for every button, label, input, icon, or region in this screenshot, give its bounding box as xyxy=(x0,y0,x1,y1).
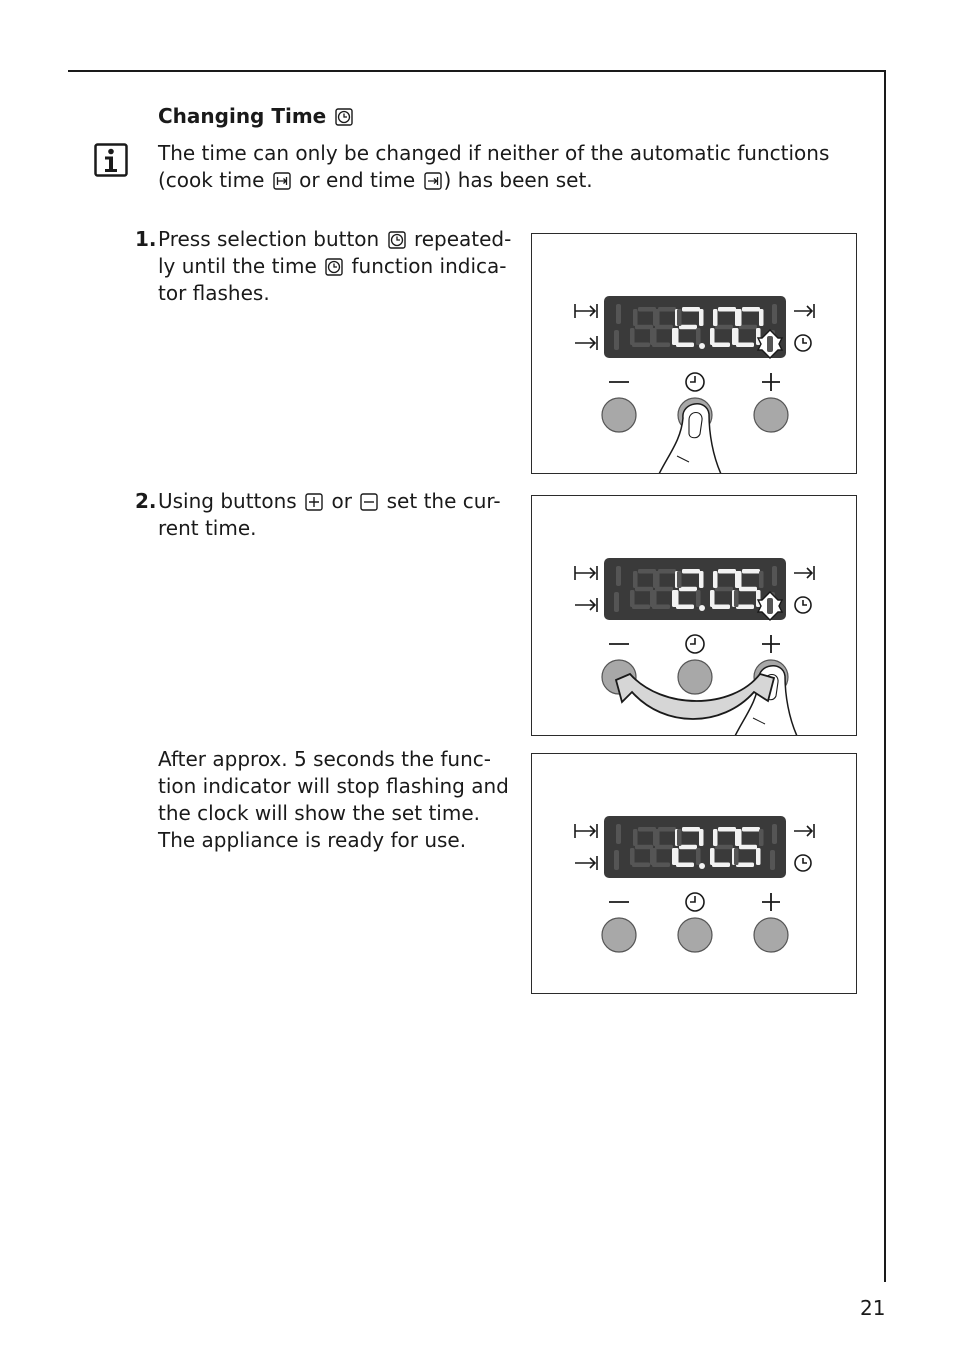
minus-button[interactable] xyxy=(602,398,636,432)
timer-illustration xyxy=(532,234,856,473)
step-1-number: 1. xyxy=(135,227,157,251)
heading-text: Changing Time xyxy=(158,104,327,128)
minus-button[interactable] xyxy=(602,918,636,952)
clock-symbol xyxy=(795,855,811,871)
top-rule xyxy=(68,70,886,72)
step-1-text-c: ly until the time xyxy=(158,254,317,278)
step-2-number: 2. xyxy=(135,489,157,513)
info-line-2b: or end time xyxy=(299,168,416,192)
step-2-text-b: or xyxy=(331,489,352,513)
time-display xyxy=(604,816,786,878)
info-icon xyxy=(94,143,128,177)
step-1-text-b: repeated- xyxy=(413,227,512,251)
selection-button[interactable] xyxy=(678,660,712,694)
cook-time-icon xyxy=(273,172,291,190)
end-time-symbol xyxy=(575,598,597,612)
clock-icon xyxy=(388,231,406,249)
after-line-2: tion indicator will stop flashing and xyxy=(158,774,509,798)
end-time-icon xyxy=(424,172,442,190)
control-panel-step-2 xyxy=(531,495,857,736)
cook-time-symbol xyxy=(575,824,597,838)
clock-symbol xyxy=(795,597,811,613)
control-panel-ready xyxy=(531,753,857,994)
plus-button[interactable] xyxy=(754,398,788,432)
step-1-text-d: function indica- xyxy=(351,254,507,278)
step-2-text-a: Using buttons xyxy=(158,489,297,513)
step-2-line-1 xyxy=(158,488,501,515)
clock-icon xyxy=(335,108,353,126)
display-dot xyxy=(699,863,705,869)
plus-icon xyxy=(305,493,323,511)
clock-symbol xyxy=(795,335,811,351)
selection-button[interactable] xyxy=(678,918,712,952)
info-line-2a: (cook time xyxy=(158,168,265,192)
after-line-1: After approx. 5 seconds the func- xyxy=(158,747,491,771)
step-1-line-2 xyxy=(158,253,507,280)
end-symbol-right xyxy=(794,824,814,838)
end-time-symbol xyxy=(575,856,597,870)
end-symbol-right xyxy=(794,566,814,580)
page-number: 21 xyxy=(860,1296,886,1320)
display-dot xyxy=(699,343,705,349)
step-1-line-3: tor flashes. xyxy=(158,281,270,305)
info-line-2c: ) has been set. xyxy=(443,168,593,192)
info-line-1: The time can only be changed if neither of the automatic functions xyxy=(158,141,830,165)
cook-time-symbol xyxy=(575,566,597,580)
step-2-line-2: rent time. xyxy=(158,516,257,540)
info-line-2 xyxy=(158,167,593,194)
clock-icon xyxy=(325,258,343,276)
right-rule xyxy=(884,70,886,1282)
display-dot xyxy=(699,605,705,611)
plus-button[interactable] xyxy=(754,918,788,952)
minus-icon xyxy=(360,493,378,511)
selection-label-icon xyxy=(686,893,704,911)
plus-label-icon xyxy=(762,373,780,391)
step-2-text-c: set the cur- xyxy=(386,489,501,513)
timer-illustration xyxy=(532,496,856,735)
after-line-4: The appliance is ready for use. xyxy=(158,828,467,852)
section-heading xyxy=(158,102,355,130)
cook-time-symbol xyxy=(575,304,597,318)
plus-label-icon xyxy=(762,635,780,653)
timer-illustration xyxy=(532,754,856,993)
plus-label-icon xyxy=(762,893,780,911)
after-line-3: the clock will show the set time. xyxy=(158,801,480,825)
selection-label-icon xyxy=(686,373,704,391)
end-symbol-right xyxy=(794,304,814,318)
control-panel-step-1 xyxy=(531,233,857,474)
step-1-text-a: Press selection button xyxy=(158,227,380,251)
selection-label-icon xyxy=(686,635,704,653)
end-time-symbol xyxy=(575,336,597,350)
step-1-line-1 xyxy=(158,226,511,253)
